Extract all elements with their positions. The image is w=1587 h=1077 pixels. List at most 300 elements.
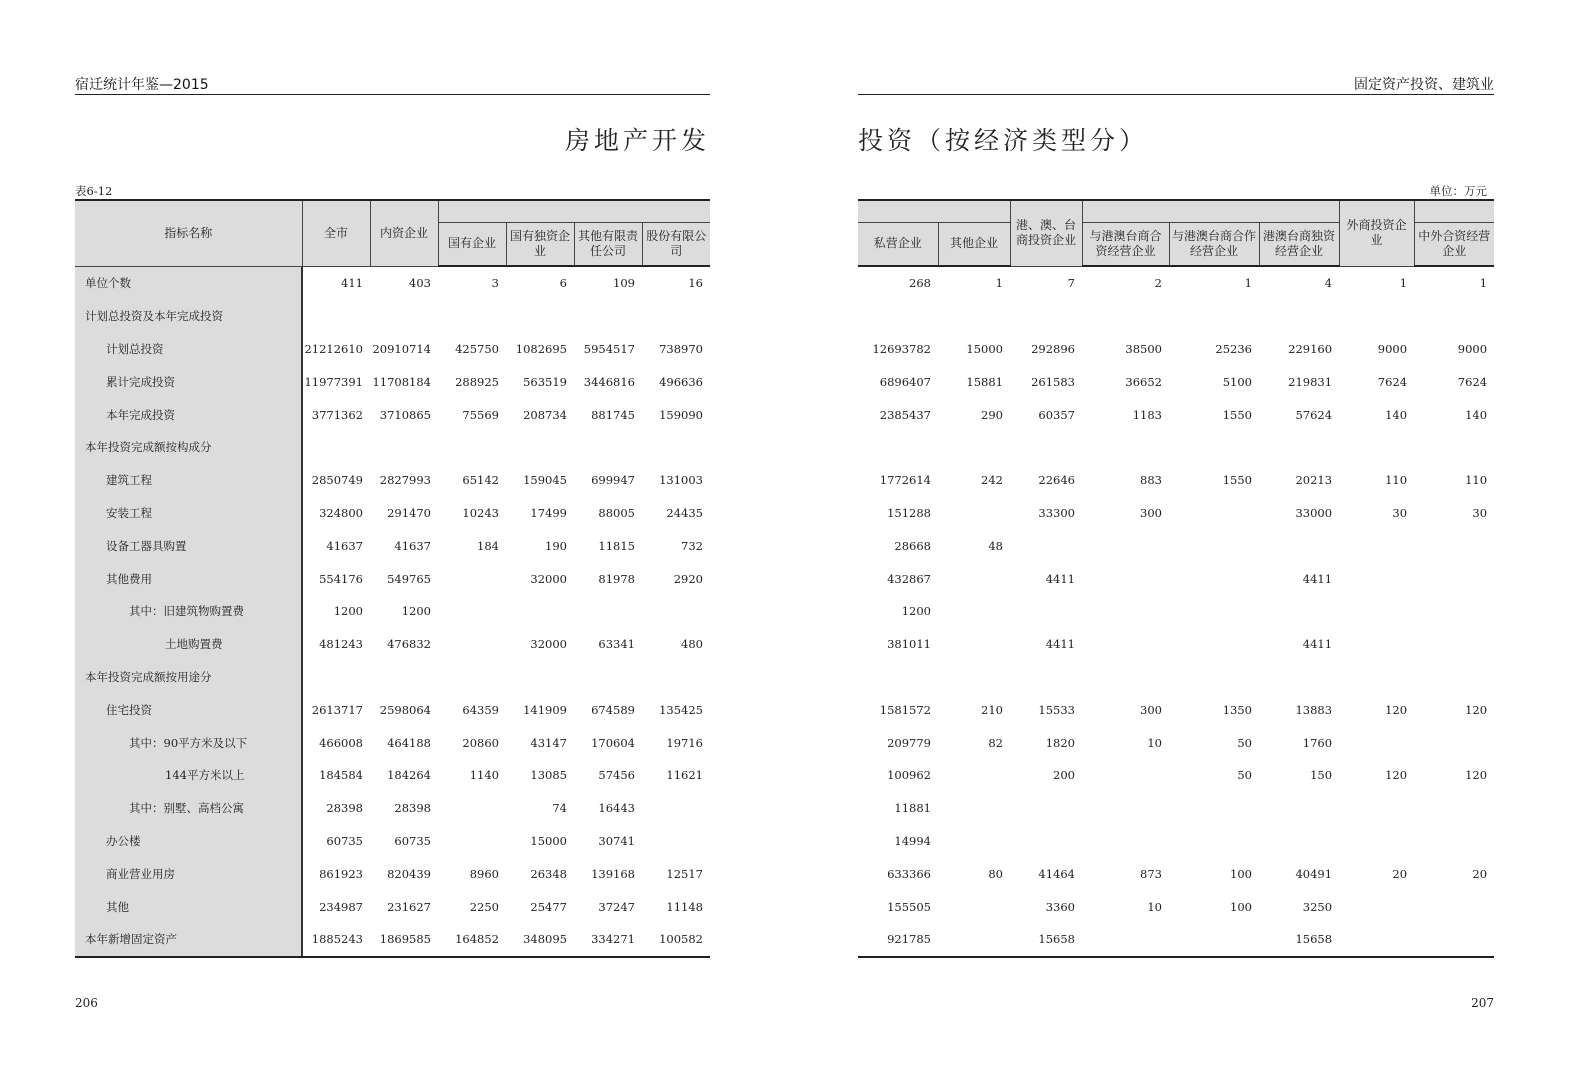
table-cell	[1259, 431, 1339, 464]
table-cell	[938, 890, 1010, 923]
table-cell	[938, 792, 1010, 825]
table-cell	[642, 300, 710, 333]
table-cell	[1082, 628, 1169, 661]
table-row	[75, 792, 710, 825]
table-cell: 209779	[887, 735, 931, 750]
table-cell: 3	[491, 276, 499, 291]
table-cell	[506, 595, 574, 628]
table-row	[858, 759, 1494, 792]
table-cell: 2827993	[379, 473, 431, 488]
table-cell: 120	[1385, 768, 1408, 783]
table-cell: 1	[1244, 276, 1252, 291]
table-cell	[370, 661, 438, 694]
table-cell: 60735	[326, 833, 363, 848]
table-row	[858, 464, 1494, 497]
table-cell	[1339, 792, 1414, 825]
table-cell: 12517	[666, 866, 703, 881]
table-cell: 3360	[1045, 899, 1075, 914]
table-cell	[506, 431, 574, 464]
table-cell: 1200	[333, 604, 363, 619]
table-cell: 261583	[1031, 374, 1075, 389]
table-cell: 292896	[1031, 341, 1075, 356]
table-row	[858, 693, 1494, 726]
table-cell	[370, 431, 438, 464]
table-cell: 15658	[1010, 923, 1082, 957]
header-city-total: 全市	[302, 200, 370, 266]
table-cell	[1414, 529, 1494, 562]
table-cell	[574, 595, 642, 628]
table-cell	[302, 661, 370, 694]
table-cell: 14994	[894, 833, 931, 848]
table-cell	[1259, 661, 1339, 694]
table-cell: 33000	[1295, 505, 1333, 520]
table-cell: 140	[1465, 407, 1488, 422]
table-cell: 300	[1140, 702, 1162, 717]
table-number: 表6-12	[75, 184, 113, 198]
row-label: 单位个数	[75, 266, 302, 300]
table-cell: 11708184	[372, 374, 431, 389]
table-cell: 2920	[673, 571, 703, 586]
table-cell: 881745	[591, 407, 635, 422]
table-cell	[1082, 825, 1169, 858]
table-cell	[1082, 661, 1169, 694]
row-label: 其中：90平方米及以下	[75, 726, 302, 759]
table-cell	[1082, 595, 1169, 628]
table-cell	[574, 300, 642, 333]
table-cell: 100	[1230, 866, 1252, 881]
table-row	[75, 661, 710, 694]
table-cell	[642, 825, 710, 858]
table-cell	[1010, 529, 1082, 562]
row-label: 计划总投资及本年完成投资	[75, 300, 302, 333]
table-cell: 40491	[1295, 866, 1333, 881]
table-cell: 4411	[1302, 571, 1333, 586]
table-cell: 100	[1230, 899, 1252, 914]
table-cell: 1885243	[302, 923, 370, 957]
table-row	[75, 890, 710, 923]
table-cell: 466008	[319, 735, 363, 750]
table-cell: 6896407	[879, 374, 931, 389]
table-cell: 674589	[591, 702, 635, 717]
table-cell: 22646	[1038, 473, 1075, 488]
header-state-owned: 国有企业	[438, 222, 506, 266]
table-cell	[1339, 726, 1414, 759]
table-cell	[858, 431, 938, 464]
table-cell: 2850749	[311, 473, 363, 488]
table-row	[858, 431, 1494, 464]
table-row	[75, 595, 710, 628]
table-cell: 25236	[1215, 341, 1252, 356]
table-cell	[858, 300, 938, 333]
table-cell: 11148	[666, 899, 703, 914]
table-cell: 738970	[659, 341, 703, 356]
row-label: 其他费用	[75, 562, 302, 595]
table-cell	[1082, 300, 1169, 333]
table-cell	[1339, 661, 1414, 694]
table-cell: 120	[1385, 702, 1408, 717]
table-cell	[1082, 792, 1169, 825]
table-cell: 403	[409, 276, 431, 291]
table-cell: 41464	[1038, 866, 1075, 881]
table-cell: 88005	[598, 505, 635, 520]
table-cell: 1581572	[879, 702, 931, 717]
header-hmt-sole: 港澳台商独资经营企业	[1259, 222, 1339, 266]
table-cell: 4411	[1045, 637, 1075, 652]
table-cell: 290	[981, 407, 1003, 422]
table-cell: 480	[681, 637, 703, 652]
table-cell: 1200	[401, 604, 431, 619]
table-row	[858, 497, 1494, 530]
table-cell	[438, 628, 506, 661]
right-page	[793, 0, 1587, 1077]
header-hmt-coop: 与港澳台商合作经营企业	[1169, 222, 1259, 266]
table-cell: 348095	[506, 923, 574, 957]
table-cell	[1169, 431, 1259, 464]
table-cell	[1082, 529, 1169, 562]
table-cell: 20860	[462, 735, 499, 750]
table-cell: 1	[1399, 276, 1408, 291]
table-cell: 60735	[394, 833, 431, 848]
row-label: 建筑工程	[75, 464, 302, 497]
table-cell: 381011	[887, 637, 931, 652]
row-label: 商业营业用房	[75, 857, 302, 890]
table-row	[858, 726, 1494, 759]
table-cell: 141909	[523, 702, 567, 717]
table-cell	[1169, 923, 1259, 957]
table-cell: 481243	[319, 637, 363, 652]
table-cell	[1169, 825, 1259, 858]
header-joint-stock: 股份有限公司	[642, 222, 710, 266]
table-cell: 288925	[455, 374, 499, 389]
table-row	[75, 266, 710, 300]
table-cell	[1082, 923, 1169, 957]
table-cell: 57624	[1295, 407, 1333, 422]
table-cell: 50	[1237, 768, 1252, 783]
table-cell: 1183	[1132, 407, 1162, 422]
table-cell: 74	[552, 801, 567, 816]
table-cell: 3446816	[583, 374, 635, 389]
table-cell	[438, 595, 506, 628]
header-state-sole: 国有独资企业	[506, 222, 574, 266]
row-label: 本年完成投资	[75, 398, 302, 431]
table-cell: 19716	[666, 735, 703, 750]
table-cell: 150	[1310, 768, 1333, 783]
table-cell	[938, 431, 1010, 464]
statistics-table-left	[75, 199, 710, 958]
table-cell: 20910714	[372, 341, 431, 356]
table-cell: 30741	[598, 833, 635, 848]
table-cell: 36652	[1125, 374, 1162, 389]
table-cell	[642, 595, 710, 628]
table-cell: 3710865	[379, 407, 431, 422]
table-cell: 242	[981, 473, 1003, 488]
table-row	[858, 825, 1494, 858]
header-other: 其他企业	[938, 222, 1010, 266]
table-row	[75, 857, 710, 890]
table-cell	[1010, 300, 1082, 333]
table-cell: 7624	[1377, 374, 1408, 389]
table-cell: 2385437	[879, 407, 931, 422]
table-cell: 28398	[394, 801, 431, 816]
running-title-left: 宿迁统计年鉴—2015	[75, 77, 209, 93]
table-cell: 2	[1154, 276, 1162, 291]
table-cell	[438, 825, 506, 858]
table-cell: 81978	[598, 571, 635, 586]
row-label: 其中：别墅、高档公寓	[75, 792, 302, 825]
table-cell	[1414, 628, 1494, 661]
table-cell: 28668	[894, 538, 931, 553]
table-cell	[1259, 300, 1339, 333]
table-cell: 12693782	[872, 341, 931, 356]
table-cell	[438, 661, 506, 694]
table-cell	[938, 759, 1010, 792]
row-label: 累计完成投资	[75, 365, 302, 398]
table-cell	[1414, 726, 1494, 759]
table-cell: 25477	[530, 899, 567, 914]
table-cell: 65142	[462, 473, 499, 488]
table-cell	[1010, 595, 1082, 628]
table-cell: 873	[1140, 866, 1162, 881]
table-cell	[1339, 825, 1414, 858]
header-sino-foreign-jv: 中外合资经营企业	[1414, 222, 1494, 266]
table-cell	[1414, 890, 1494, 923]
table-cell: 184584	[319, 768, 363, 783]
table-cell: 159090	[659, 407, 703, 422]
table-cell: 16	[688, 276, 703, 291]
table-row	[75, 365, 710, 398]
table-cell: 15000	[530, 833, 567, 848]
table-cell: 1550	[1222, 407, 1252, 422]
table-cell: 151288	[887, 505, 931, 520]
table-row	[858, 529, 1494, 562]
table-cell: 6	[559, 276, 567, 291]
table-cell: 33300	[1038, 505, 1075, 520]
table-cell: 20213	[1295, 473, 1333, 488]
table-cell	[1259, 792, 1339, 825]
table-cell: 11881	[894, 801, 931, 816]
table-cell: 64359	[462, 702, 499, 717]
table-cell	[1339, 923, 1414, 957]
page-title-left: 房地产开发	[564, 126, 710, 155]
row-label: 办公楼	[75, 825, 302, 858]
table-cell: 7	[1067, 276, 1075, 291]
running-title-right: 固定资产投资、建筑业	[1354, 77, 1494, 93]
header-foreign-group-blank	[1414, 200, 1494, 222]
header-rule-right	[858, 94, 1494, 95]
table-cell: 2250	[469, 899, 499, 914]
row-label: 本年投资完成额按构成分	[75, 431, 302, 464]
table-cell	[1414, 595, 1494, 628]
table-cell: 334271	[574, 923, 642, 957]
table-cell	[1259, 595, 1339, 628]
table-cell	[1259, 825, 1339, 858]
table-cell: 291470	[387, 505, 431, 520]
table-cell	[574, 431, 642, 464]
table-row	[75, 464, 710, 497]
table-row	[75, 923, 710, 957]
table-cell: 4411	[1045, 571, 1075, 586]
row-label: 土地购置费	[75, 628, 302, 661]
table-cell	[1169, 300, 1259, 333]
table-cell	[938, 825, 1010, 858]
table-cell: 300	[1140, 505, 1162, 520]
table-cell	[1169, 595, 1259, 628]
table-cell: 476832	[387, 637, 431, 652]
table-cell: 5954517	[583, 341, 635, 356]
table-cell: 15000	[966, 341, 1003, 356]
table-cell: 159045	[523, 473, 567, 488]
table-cell	[938, 300, 1010, 333]
table-cell: 11815	[598, 538, 635, 553]
table-row	[858, 857, 1494, 890]
table-cell: 37247	[598, 899, 635, 914]
table-cell	[1339, 890, 1414, 923]
page-title-right: 投资（按经济类型分）	[858, 126, 1149, 155]
table-cell: 184264	[387, 768, 431, 783]
table-cell: 234987	[319, 899, 363, 914]
header-domestic: 内资企业	[370, 200, 438, 266]
table-cell: 24435	[666, 505, 703, 520]
header-private: 私营企业	[858, 222, 938, 266]
table-cell	[938, 661, 1010, 694]
table-cell	[1339, 595, 1414, 628]
table-cell: 184	[477, 538, 499, 553]
table-cell: 120	[1465, 768, 1488, 783]
table-cell: 57456	[598, 768, 635, 783]
table-cell: 100962	[887, 768, 931, 783]
row-label: 本年新增固定资产	[75, 923, 302, 957]
left-page	[0, 0, 793, 1077]
table-row	[75, 628, 710, 661]
table-cell: 229160	[1288, 341, 1333, 356]
table-cell: 48	[988, 538, 1003, 553]
table-cell	[506, 300, 574, 333]
table-cell: 1	[995, 276, 1003, 291]
header-hmt-group-blank	[1082, 200, 1339, 222]
table-cell: 1820	[1045, 735, 1075, 750]
table-cell: 496636	[659, 374, 703, 389]
table-cell	[1339, 562, 1414, 595]
table-cell: 41637	[394, 538, 431, 553]
table-cell	[1082, 562, 1169, 595]
header-hmt-jv: 与港澳台商合资经营企业	[1082, 222, 1169, 266]
table-row	[75, 333, 710, 366]
table-cell: 170604	[591, 735, 635, 750]
table-cell: 140	[1385, 407, 1408, 422]
table-cell	[1339, 300, 1414, 333]
table-row	[858, 333, 1494, 366]
table-cell: 324800	[319, 505, 363, 520]
table-cell: 109	[613, 276, 635, 291]
statistics-table-right	[858, 199, 1494, 958]
table-cell: 75569	[462, 407, 499, 422]
table-cell: 9000	[1457, 341, 1488, 356]
header-hmt: 港、澳、台商投资企业	[1010, 200, 1082, 266]
table-cell: 50	[1237, 735, 1252, 750]
table-cell	[1414, 792, 1494, 825]
table-cell: 20	[1392, 866, 1408, 881]
table-row	[75, 398, 710, 431]
table-cell	[858, 661, 938, 694]
row-label: 住宅投资	[75, 693, 302, 726]
table-cell: 1200	[901, 604, 931, 619]
table-cell: 411	[341, 276, 363, 291]
table-cell: 135425	[659, 702, 703, 717]
table-cell: 11977391	[304, 374, 363, 389]
table-cell: 120	[1465, 702, 1488, 717]
table-cell: 3250	[1302, 899, 1333, 914]
table-row	[75, 431, 710, 464]
table-cell	[1169, 628, 1259, 661]
table-cell: 4	[1324, 276, 1333, 291]
table-cell: 20	[1472, 866, 1488, 881]
table-cell: 2613717	[311, 702, 363, 717]
table-cell: 563519	[523, 374, 567, 389]
table-cell: 10	[1147, 899, 1162, 914]
table-cell: 464188	[387, 735, 431, 750]
header-group-blank-right	[858, 200, 1010, 222]
table-cell: 549765	[387, 571, 431, 586]
table-cell: 268	[909, 276, 931, 291]
table-cell: 190	[545, 538, 567, 553]
table-cell	[1010, 792, 1082, 825]
table-row	[858, 266, 1494, 300]
table-cell	[1169, 661, 1259, 694]
page-number-right: 207	[1471, 996, 1494, 1010]
table-cell	[1414, 825, 1494, 858]
table-cell	[642, 792, 710, 825]
table-cell	[642, 661, 710, 694]
header-group-blank	[438, 200, 710, 222]
table-row	[75, 562, 710, 595]
table-cell	[370, 300, 438, 333]
table-cell: 210	[981, 702, 1003, 717]
table-cell	[438, 431, 506, 464]
table-cell: 200	[1053, 768, 1075, 783]
table-row	[75, 497, 710, 530]
table-cell: 80	[988, 866, 1003, 881]
table-cell: 17499	[530, 505, 567, 520]
table-row	[75, 726, 710, 759]
table-cell: 11621	[666, 768, 703, 783]
table-cell: 43147	[530, 735, 567, 750]
table-cell: 1760	[1302, 735, 1333, 750]
table-cell: 554176	[319, 571, 363, 586]
table-cell: 63341	[598, 637, 635, 652]
table-row	[858, 628, 1494, 661]
table-cell	[1082, 431, 1169, 464]
table-cell: 41637	[326, 538, 363, 553]
table-cell: 15881	[966, 374, 1003, 389]
table-cell: 164852	[438, 923, 506, 957]
table-cell: 1	[1479, 276, 1488, 291]
table-cell	[1414, 562, 1494, 595]
table-cell	[302, 431, 370, 464]
table-cell: 219831	[1288, 374, 1333, 389]
table-cell: 26348	[530, 866, 567, 881]
table-row	[858, 562, 1494, 595]
table-cell: 16443	[598, 801, 635, 816]
table-cell: 1869585	[370, 923, 438, 957]
row-label: 设备工器具购置	[75, 529, 302, 562]
table-cell: 732	[681, 538, 703, 553]
table-cell: 883	[1140, 473, 1162, 488]
table-row	[858, 923, 1494, 957]
table-cell: 5100	[1222, 374, 1252, 389]
table-row	[858, 792, 1494, 825]
table-cell	[642, 431, 710, 464]
table-cell	[938, 497, 1010, 530]
